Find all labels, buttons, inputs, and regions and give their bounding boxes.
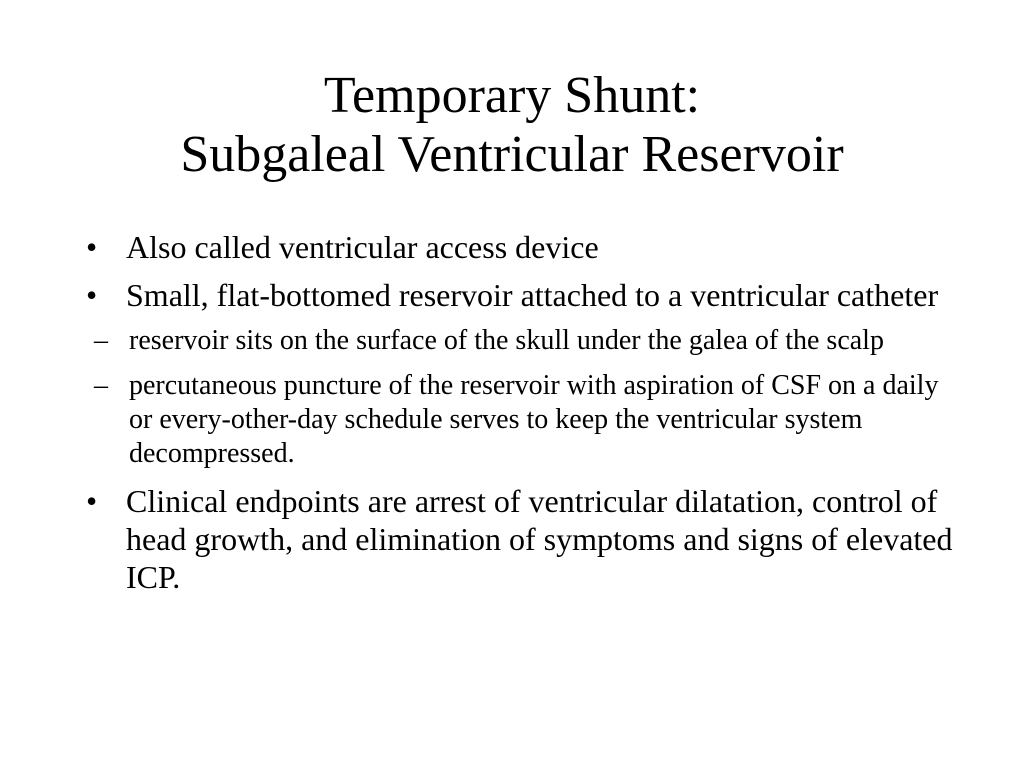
bullet-text: Small, flat-bottomed reservoir attached to a ventricular catheter — [126, 277, 939, 313]
bullet-item-1 — [84, 228, 954, 266]
sub-bullet-text: reservoir sits on the surface of the skull under the galea of the scalp — [129, 325, 884, 356]
bullet-list — [84, 228, 954, 606]
bullet-item-2 — [84, 276, 954, 314]
sub-bullet-list — [84, 324, 954, 471]
sub-bullet-item-2 — [84, 369, 954, 471]
bullet-text: Clinical endpoints are arrest of ventricular dilatation, control of head growth, and elimination of symptoms and signs of elevated ICP. — [126, 483, 953, 595]
bullet-marker: • — [86, 229, 98, 265]
bullet-marker: • — [86, 277, 98, 313]
dash-marker: – — [94, 370, 108, 401]
title-line-1: Temporary Shunt: — [323, 67, 701, 124]
title-line-2: Subgaleal Ventricular Reservoir — [180, 126, 844, 183]
dash-marker: – — [94, 325, 108, 356]
slide-title — [0, 66, 1024, 184]
bullet-marker: • — [86, 483, 98, 519]
bullet-text: Also called ventricular access device — [126, 229, 599, 265]
bullet-item-3 — [84, 482, 954, 596]
sub-bullet-item-1 — [84, 324, 954, 358]
sub-bullet-text: percutaneous puncture of the reservoir with aspiration of CSF on a daily or every-other-day schedule serves to keep the ventricular system decompressed. — [129, 370, 939, 469]
